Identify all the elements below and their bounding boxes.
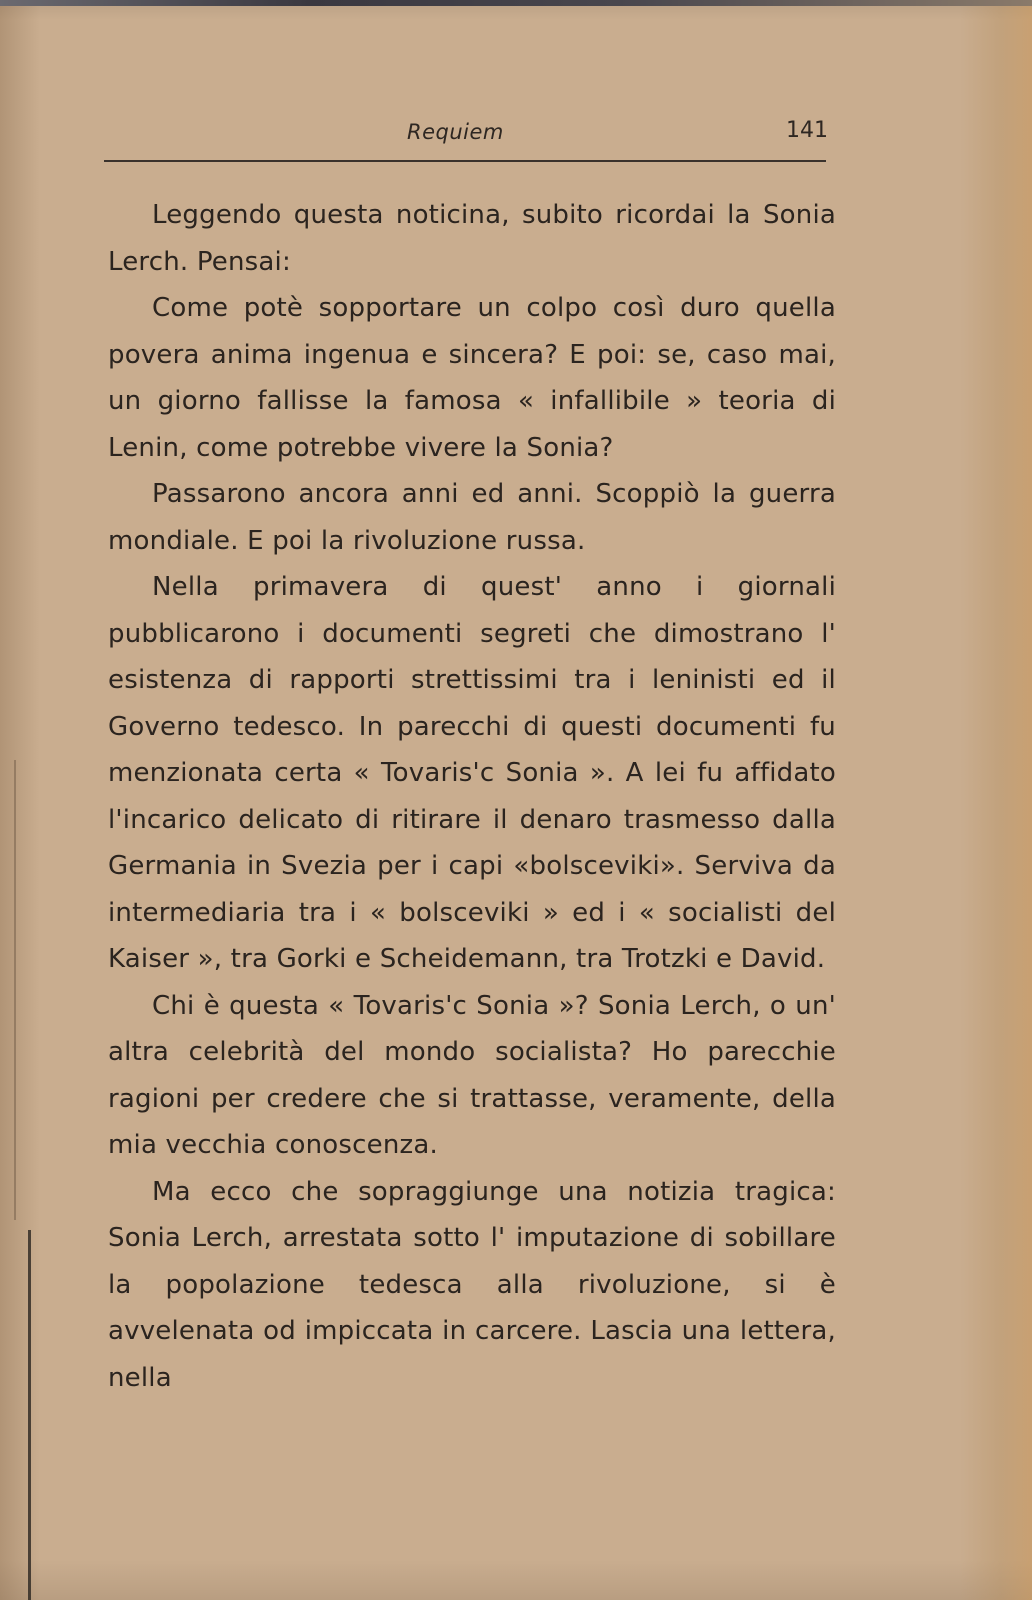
page-number: 141 [786,118,828,143]
running-title: Requiem [407,120,504,144]
binding-shadow [14,760,16,1220]
body-text [108,192,836,1401]
header-rule [104,160,826,162]
paragraph: Come potè sopportare un colpo così duro quella povera anima ingenua e sincera? E poi: se, caso mai, un giorno fallisse la famosa « infallibile » teoria di Lenin, come potrebbe vivere la Sonia? [108,293,836,463]
binding-edge [28,1230,31,1600]
paragraph: Ma ecco che sopraggiunge una notizia tragica: Sonia Lerch, arrestata sotto l' imputazione di sobillare la popolazione tedesca alla rivoluzione, si è avvelenata od impiccata in carcere. Lascia una lettera, nella [108,1176,836,1393]
paragraph: Passarono ancora anni ed anni. Scoppiò la guerra mondiale. E poi la rivoluzione russa. [108,479,836,556]
paragraph: Leggendo questa noticina, subito ricordai la Sonia Lerch. Pensai: [108,200,836,277]
paragraph: Chi è questa « Tovaris'c Sonia »? Sonia Lerch, o un' altra celebrità del mondo socialista? Ho parecchie ragioni per credere che si trattasse, veramente, della mia vecchia conoscenza. [108,990,836,1160]
running-head [102,112,828,156]
top-edge-strip [0,0,1032,6]
paragraph: Nella primavera di quest' anno i giornali pubblicarono i documenti segreti che dimostrano l' esistenza di rapporti strettissimi tra i leninisti ed il Governo tedesco. In parecchi di questi documenti fu menzionata certa « Tovaris'c Sonia ». A lei fu affidato l'incarico delicato di ritirare il denaro trasmesso dalla Germania in Svezia per i capi «bolsceviki». Serviva da intermediaria tra i « bolsceviki » ed i « socialisti del Kaiser », tra Gorki e Scheidemann, tra Trotzki e David. [108,572,836,974]
